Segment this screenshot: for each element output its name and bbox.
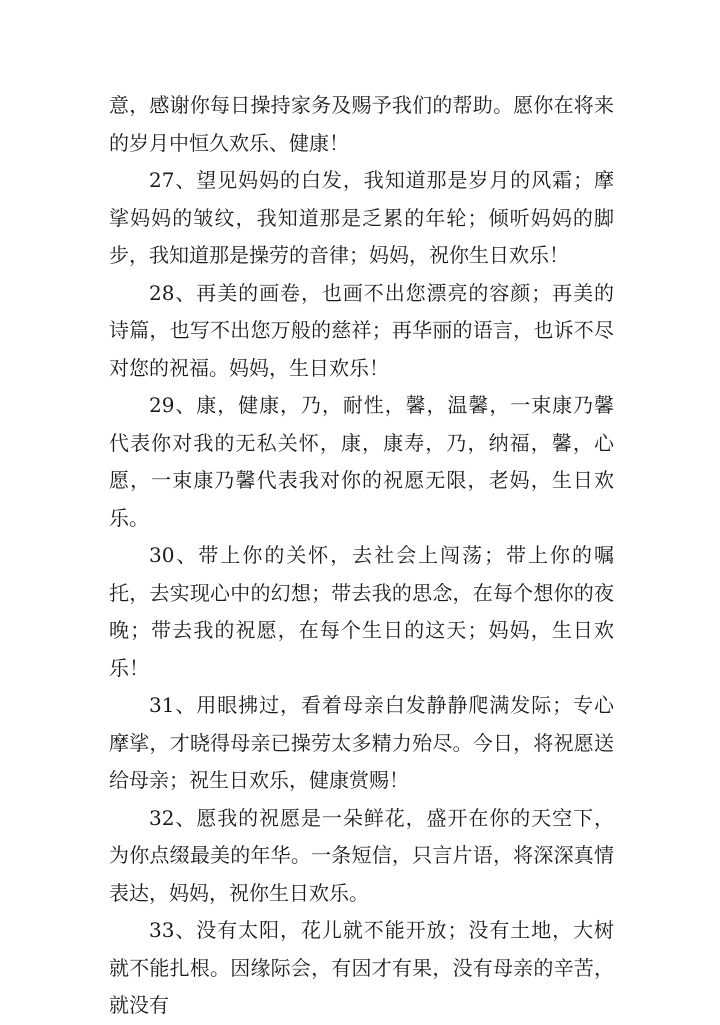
document-body bbox=[109, 87, 614, 1025]
paragraph-28: 28、再美的画卷，也画不出您漂亮的容颜；再美的诗篇，也写不出您万般的慈祥；再华丽的语言，也诉不尽对您的祝福。妈妈，生日欢乐！ bbox=[109, 280, 614, 380]
paragraph-27: 27、望见妈妈的白发，我知道那是岁月的风霜；摩挲妈妈的皱纹，我知道那是乏累的年轮；倾听妈妈的脚步，我知道那是操劳的音律；妈妈，祝你生日欢乐！ bbox=[109, 168, 614, 267]
paragraph-32: 32、愿我的祝愿是一朵鲜花，盛开在你的天空下，为你点缀最美的年华。一条短信，只言片语，将深深真情表达，妈妈，祝你生日欢乐。 bbox=[109, 805, 614, 905]
paragraph-30: 30、带上你的关怀，去社会上闯荡；带上你的嘱托，去实现心中的幻想；带去我的思念，在每个想你的夜晚；带去我的祝愿，在每个生日的这天；妈妈，生日欢乐！ bbox=[109, 543, 614, 680]
paragraph-continuation: 意，感谢你每日操持家务及赐予我们的帮助。愿你在将来的岁月中恒久欢乐、健康！ bbox=[109, 93, 614, 155]
paragraph-31: 31、用眼拂过，看着母亲白发静静爬满发际；专心摩挲，才晓得母亲已操劳太多精力殆尽。今日，将祝愿送给母亲；祝生日欢乐，健康赏赐！ bbox=[109, 693, 614, 792]
paragraph-29: 29、康，健康，乃，耐性，馨，温馨，一束康乃馨代表你对我的无私关怀，康，康寿，乃，纳福，馨，心愿，一束康乃馨代表我对你的祝愿无限，老妈，生日欢乐。 bbox=[109, 393, 614, 530]
paragraph-33: 33、没有太阳，花儿就不能开放；没有土地，大树就不能扎根。因缘际会，有因才有果，没有母亲的辛苦，就没有 bbox=[109, 918, 614, 1017]
